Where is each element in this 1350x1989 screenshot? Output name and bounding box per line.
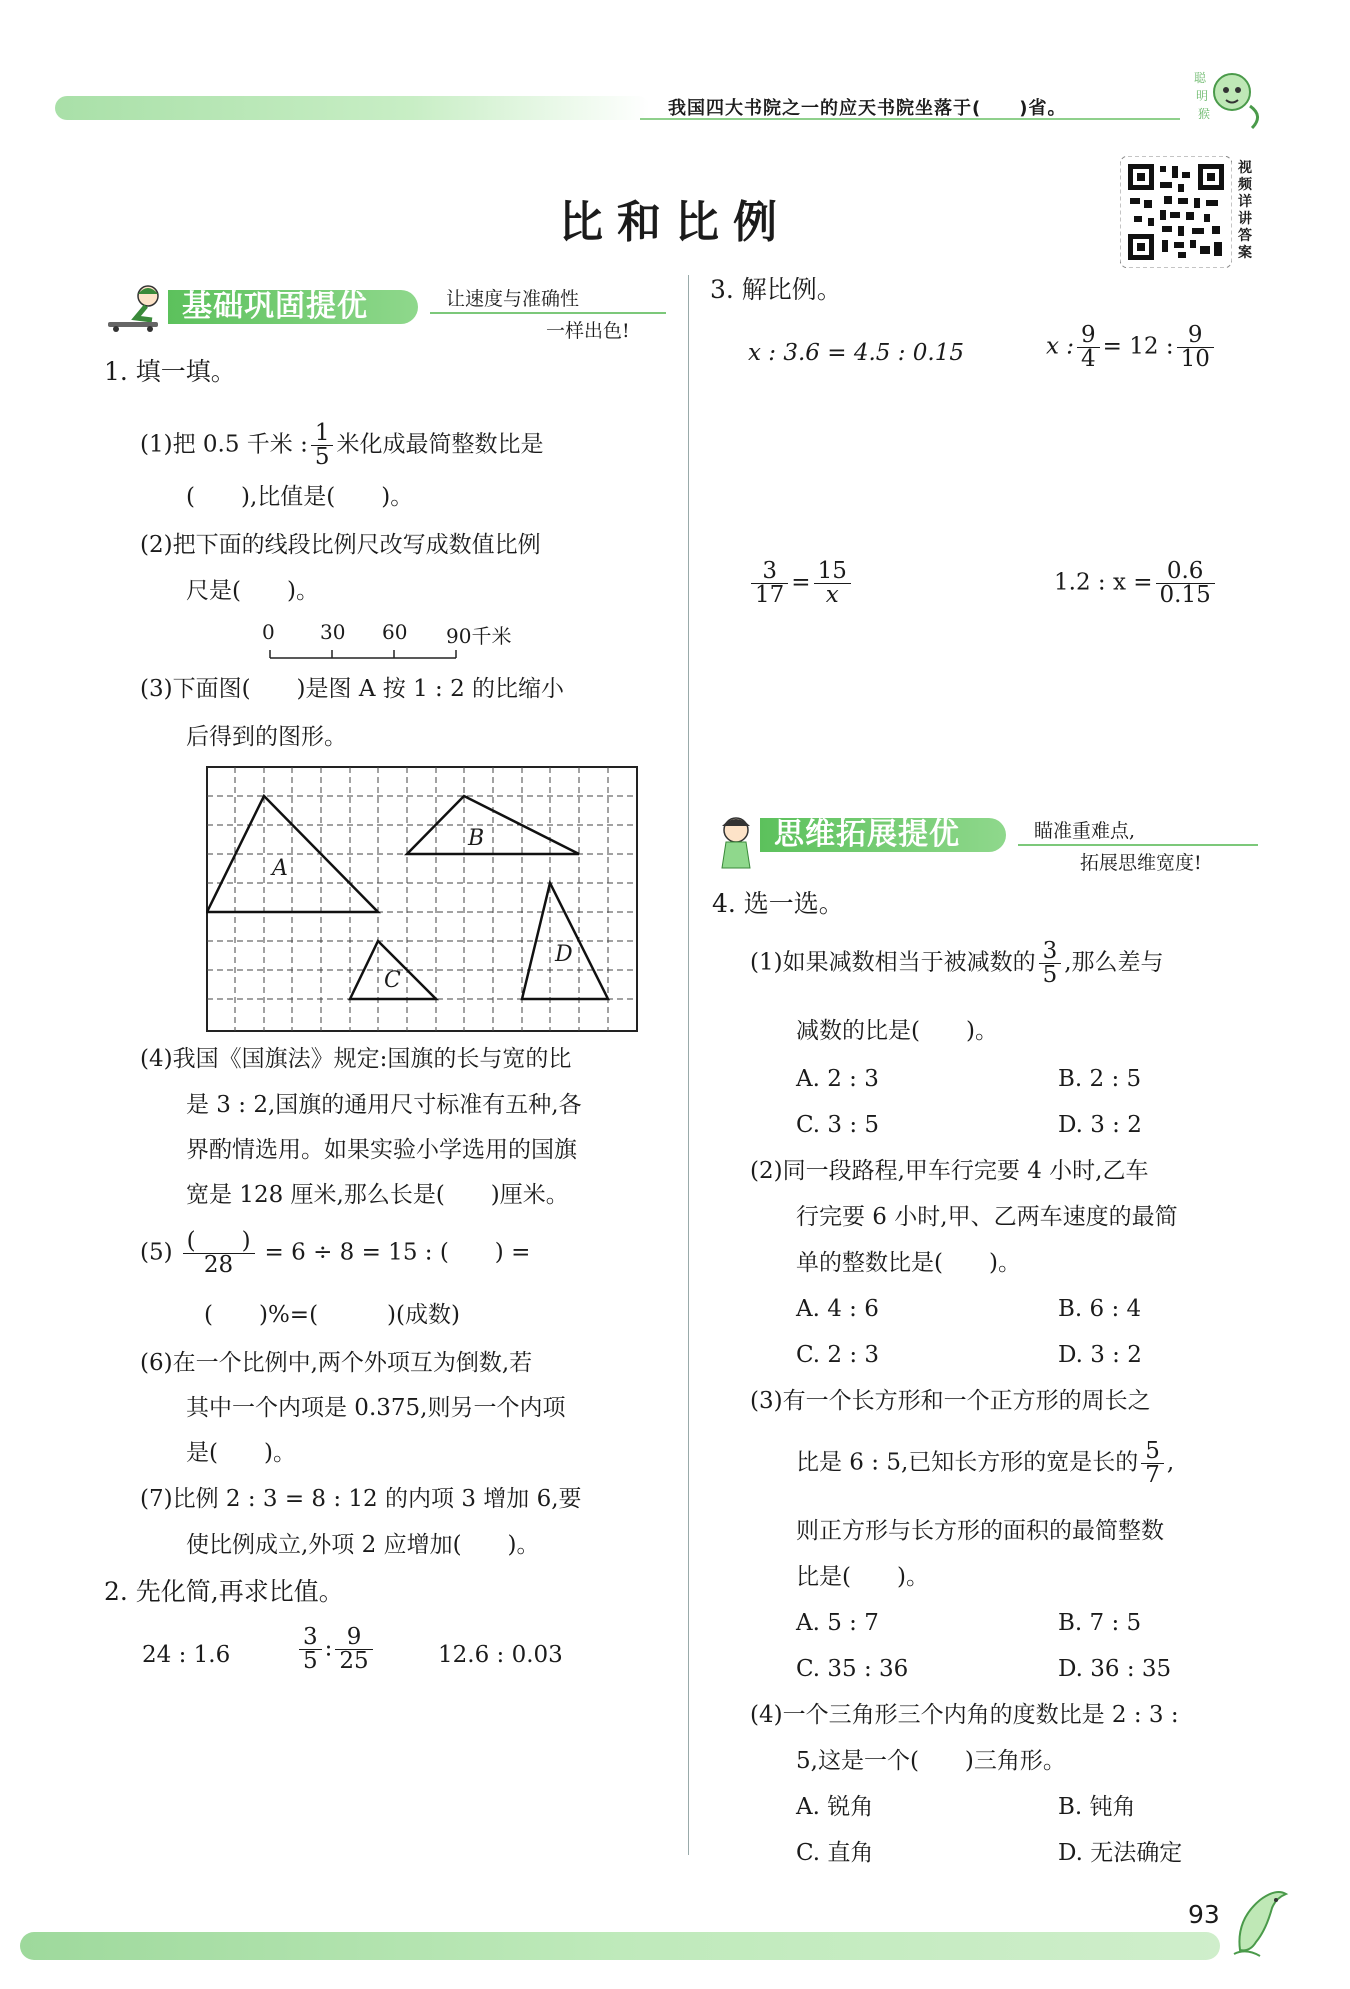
q4-part4-line2: 5,这是一个( )三角形。 [796, 1748, 1066, 1774]
q4-part1-option-a: A. 2 : 3 [796, 1066, 879, 1092]
qr-label: 视频详讲答案 [1238, 160, 1252, 261]
fraction-1-5: $\frac{1}{5}$ [311, 422, 334, 469]
monkey-mascot-icon [1190, 56, 1270, 136]
section-slogan-advanced-1: 瞄准重难点, [1034, 820, 1136, 842]
fraction-9-25: $\frac{9}{25}$ [335, 1626, 372, 1673]
q2-heading: 2. 先化简,再求比值。 [104, 1577, 344, 1606]
q4-part1-line2: 减数的比是( )。 [796, 1018, 998, 1044]
footer-decor-bar [20, 1932, 1220, 1960]
q4-part3-option-d: D. 36 : 35 [1058, 1656, 1172, 1682]
fraction-9-10: $\frac{9}{10}$ [1177, 324, 1214, 371]
q4-part3-line2: 比是 6 : 5,已知长方形的宽是长的 $\frac{5}{7}$ , [796, 1438, 1175, 1488]
thinking-kid-icon [712, 812, 764, 872]
q1-part7-line1: (7)比例 2 : 3 = 8 : 12 的内项 3 增加 6,要 [140, 1486, 582, 1512]
q4-part1-line1: (1)如果减数相当于被减数的 $\frac{3}{5}$ ,那么差与 [750, 938, 1164, 988]
triangle-label-c: C [384, 968, 401, 993]
fraction-0.6-0.15: $\frac{0.6}{0.15}$ [1156, 560, 1215, 607]
fraction-3-5: $\frac{3}{5}$ [299, 1626, 322, 1673]
q1-part1-line2: ( ),比值是( )。 [186, 484, 414, 510]
dolphin-mascot-icon [1226, 1880, 1296, 1960]
q4-part4-option-c: C. 直角 [796, 1840, 874, 1866]
q1-part1-pre: (1)把 0.5 千米 : [140, 431, 308, 458]
q1-part6-line3: 是( )。 [186, 1440, 296, 1466]
section-slogan-advanced-2: 拓展思维宽度! [1080, 852, 1202, 874]
section-slogan-basic-1: 让速度与准确性 [446, 288, 580, 310]
scale-tick-30: 30 [320, 620, 346, 644]
q1-part2-line1: (2)把下面的线段比例尺改写成数值比例 [140, 532, 541, 558]
q3-expr-1: x : 3.6 = 4.5 : 0.15 [748, 340, 964, 366]
header-decor-bar [55, 96, 650, 120]
q4-part2-line1: (2)同一段路程,甲车行完要 4 小时,乙车 [750, 1158, 1149, 1184]
fraction-3-17: $\frac{3}{17}$ [751, 560, 788, 607]
fraction-blank-28: $\frac{( )}{28}$ [183, 1230, 255, 1277]
q1-part7-line2: 使比例成立,外项 2 应增加( )。 [186, 1532, 540, 1558]
q4-part4-line1: (4)一个三角形三个内角的度数比是 2 : 3 : [750, 1702, 1179, 1728]
q1-part4-line4: 宽是 128 厘米,那么长是( )厘米。 [186, 1182, 569, 1208]
q2-expr-2: $\frac{3}{5}$ : $\frac{9}{25}$ [296, 1626, 376, 1673]
q4-part4-option-a: A. 锐角 [796, 1794, 874, 1820]
q1-part3-line1: (3)下面图( )是图 A 按 1 : 2 的比缩小 [140, 676, 565, 702]
q1-part6-line2: 其中一个内项是 0.375,则另一个内项 [186, 1395, 566, 1421]
q2-expr-1: 24 : 1.6 [142, 1642, 231, 1668]
triangle-label-a: A [272, 856, 288, 881]
page-number: 93 [1188, 1900, 1220, 1929]
q1-part2-line2: 尺是( )。 [186, 578, 319, 604]
header-trivia: 我国四大书院之一的应天书院坐落于( )省。 [668, 98, 1067, 119]
q4-part4-option-d: D. 无法确定 [1058, 1840, 1183, 1866]
q1-part6-line1: (6)在一个比例中,两个外项互为倒数,若 [140, 1350, 533, 1376]
q4-part3-line1: (3)有一个长方形和一个正方形的周长之 [750, 1388, 1151, 1414]
fraction-5-7: $\frac{5}{7}$ [1141, 1440, 1164, 1487]
q4-part2-line3: 单的整数比是( )。 [796, 1250, 1021, 1276]
q1-part5-line1 [140, 1230, 530, 1277]
q1-part3-line2: 后得到的图形。 [186, 724, 347, 750]
scale-tick-60: 60 [382, 620, 408, 644]
q4-part2-option-d: D. 3 : 2 [1058, 1342, 1142, 1368]
skateboard-kid-icon [100, 282, 176, 332]
scale-tick-0: 0 [262, 620, 275, 644]
section-banner-basic: 基础巩固提优 [168, 290, 418, 324]
q4-heading: 4. 选一选。 [712, 889, 844, 918]
q1-part1-post: 米化成最简整数比是 [336, 431, 544, 458]
svg-text:猴: 猴 [1198, 107, 1211, 121]
slogan-rule-2 [1018, 844, 1258, 846]
q1-part5-post: = 6 ÷ 8 = 15 : ( ) = [264, 1239, 531, 1266]
section-banner-advanced: 思维拓展提优 [760, 818, 1006, 852]
q4-part3-line4: 比是( )。 [796, 1564, 929, 1590]
triangle-label-d: D [555, 942, 573, 967]
q1-part1-line1 [140, 422, 543, 469]
q3-expr-2: x : $\frac{9}{4}$ = 12 : $\frac{9}{10}$ [1046, 324, 1217, 371]
q3-expr-4: 1.2 : x = $\frac{0.6}{0.15}$ [1054, 560, 1218, 607]
page-title: 比和比例 [559, 197, 791, 248]
q4-part3-option-a: A. 5 : 7 [796, 1610, 879, 1636]
q4-part3-option-b: B. 7 : 5 [1058, 1610, 1142, 1636]
q4-part2-option-a: A. 4 : 6 [796, 1296, 879, 1322]
q4-part2-option-c: C. 2 : 3 [796, 1342, 880, 1368]
q3-heading: 3. 解比例。 [710, 275, 842, 304]
q1-part4-line1: (4)我国《国旗法》规定:国旗的长与宽的比 [140, 1046, 572, 1072]
scale-tick-90: 90千米 [446, 624, 512, 648]
q4-part1-option-b: B. 2 : 5 [1058, 1066, 1142, 1092]
q1-part4-line3: 界酌情选用。如果实验小学选用的国旗 [186, 1137, 577, 1163]
q4-part2-line2: 行完要 6 小时,甲、乙两车速度的最简 [796, 1204, 1178, 1230]
q1-part5-line2: ( )%=( )(成数) [204, 1302, 460, 1328]
fraction-9-4: $\frac{9}{4}$ [1077, 324, 1100, 371]
column-divider [688, 275, 689, 1855]
svg-text:聪: 聪 [1194, 71, 1207, 85]
q2-expr-3: 12.6 : 0.03 [438, 1642, 563, 1668]
q1-part5-pre: (5) [140, 1239, 173, 1266]
q4-part1-option-d: D. 3 : 2 [1058, 1112, 1142, 1138]
fraction-15-x: $\frac{15}{x}$ [814, 560, 851, 607]
fraction-3-5-b: $\frac{3}{5}$ [1039, 940, 1062, 987]
triangle-label-b: B [468, 826, 485, 851]
q1-heading: 1. 填一填。 [104, 357, 236, 386]
q3-expr-3: $\frac{3}{17}$ = $\frac{15}{x}$ [748, 560, 854, 607]
q4-part2-option-b: B. 6 : 4 [1058, 1296, 1142, 1322]
q1-part4-line2: 是 3 : 2,国旗的通用尺寸标准有五种,各 [186, 1092, 582, 1118]
q4-part4-option-b: B. 钝角 [1058, 1794, 1136, 1820]
q4-part1-option-c: C. 3 : 5 [796, 1112, 880, 1138]
triangle-grid-figure [206, 766, 638, 1032]
section-slogan-basic-2: 一样出色! [546, 320, 630, 342]
q4-part3-line3: 则正方形与长方形的面积的最简整数 [796, 1518, 1164, 1544]
svg-text:明: 明 [1196, 89, 1209, 103]
q4-part3-option-c: C. 35 : 36 [796, 1656, 909, 1682]
slogan-rule [430, 312, 666, 314]
